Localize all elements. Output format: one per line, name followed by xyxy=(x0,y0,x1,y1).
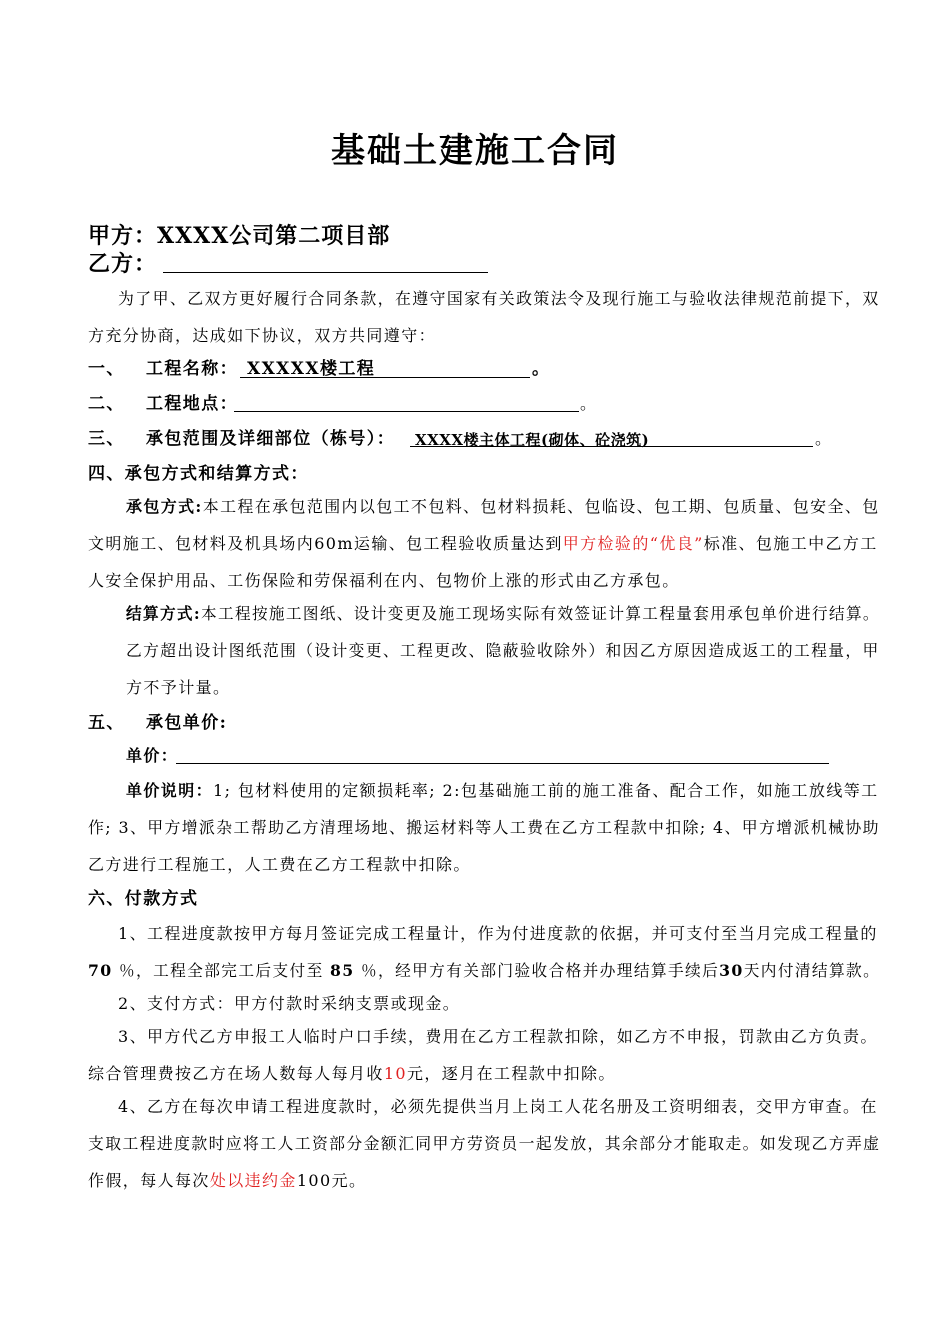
settlement-line-1 xyxy=(126,603,880,625)
party-b-blank xyxy=(163,272,488,273)
contract-method-line-3: 人安全保护用品、工伤保险和劳保福利在内、包物价上涨的形式由乙方承包。 xyxy=(88,571,680,590)
party-a xyxy=(88,222,390,250)
progress-percent: 70 xyxy=(88,961,113,980)
section-2-label: 工程地点： xyxy=(146,394,238,414)
section-3-number: 三、 xyxy=(88,429,125,449)
unit-price-blank xyxy=(176,763,829,764)
unit-price-label: 单价： xyxy=(126,746,179,765)
price-note-line-3: 乙方进行工程施工，人工费在乙方工程款中扣除。 xyxy=(88,855,471,874)
section-1-label: 工程名称： xyxy=(146,359,238,379)
payment-4-line-2: 支取工程进度款时应将工人工资部分金额汇同甲方劳资员一起发放，其余部分才能取走。如发现乙方弄虚 xyxy=(88,1134,881,1153)
payment-4-line-3 xyxy=(88,1170,366,1192)
party-a-label: 甲方： xyxy=(88,223,158,249)
payment-3-line-1: 3、甲方代乙方申报工人临时户口手续，费用在乙方工程款扣除，如乙方不申报，罚款由乙方负责。 xyxy=(118,1027,878,1046)
party-b-label: 乙方： xyxy=(88,251,158,277)
contract-method-text-1: 本工程在承包范围内以包工不包料、包材料损耗、包临设、包工期、包质量、包安全、包 xyxy=(202,497,880,516)
payment-1-text-a: ％，工程全部完工后支付至 xyxy=(118,961,324,980)
settlement-label: 结算方式: xyxy=(126,604,202,623)
section-5-number: 五、 xyxy=(88,713,125,733)
section-2-period: 。 xyxy=(580,394,598,413)
payment-1-line-1: 1、工程进度款按甲方每月签证完成工程量计，作为付进度款的依据，并可支付至当月完成工程量的 xyxy=(118,924,878,943)
payment-2: 2、支付方式：甲方付款时采纳支票或现金。 xyxy=(118,994,461,1013)
payment-3-text-b: 元，逐月在工程款中扣除。 xyxy=(406,1064,616,1083)
contract-method-line-1 xyxy=(126,496,880,518)
payment-1-text-c: 天内付清结算款。 xyxy=(743,961,881,980)
settlement-line-2: 乙方超出设计图纸范围（设计变更、工程更改、隐蔽验收除外）和因乙方原因造成返工的工程量，甲 xyxy=(126,641,880,660)
section-6-heading: 六、付款方式 xyxy=(88,889,199,909)
party-a-value: XXXX公司第二项目部 xyxy=(157,223,391,249)
settlement-text-1: 本工程按施工图纸、设计变更及施工现场实际有效签证计算工程量套用承包单价进行结算。 xyxy=(201,604,880,623)
payment-1-text-b: ％，经甲方有关部门验收合格并办理结算手续后 xyxy=(360,961,720,980)
section-2-number: 二、 xyxy=(88,394,125,414)
price-note-line-2: 作; 3、甲方增派杂工帮助乙方清理场地、搬运材料等人工费在乙方工程款中扣除; 4、甲方增派机械协助 xyxy=(88,818,880,837)
intro-line-1: 为了甲、乙双方更好履行合同条款，在遵守国家有关政策法令及现行施工与验收法律规范前提下，双 xyxy=(118,289,880,308)
project-name-underline xyxy=(240,377,530,378)
payment-4-text-b: 100元。 xyxy=(296,1171,367,1190)
contract-method-text-2a: 文明施工、包材料及机具场内60m运输、包工程验收质量达到 xyxy=(88,534,563,553)
project-location-blank xyxy=(234,411,579,412)
contract-method-text-2b: 标准、包施工中乙方工 xyxy=(703,534,878,553)
section-3-label: 承包范围及详细部位（栋号）： xyxy=(146,429,396,449)
section-1-period: 。 xyxy=(532,359,551,379)
section-5-label: 承包单价: xyxy=(146,713,228,733)
payment-4-text-a: 作假，每人每次 xyxy=(88,1171,210,1190)
management-fee-amount: 10 xyxy=(383,1064,407,1083)
section-1-number: 一、 xyxy=(88,359,125,379)
payment-4-line-1: 4、乙方在每次申请工程进度款时，必须先提供当月上岗工人花名册及工资明细表，交甲方审查。在 xyxy=(118,1097,878,1116)
project-name-value: XXXXX楼工程 xyxy=(247,359,376,379)
payment-3-line-2 xyxy=(88,1063,616,1085)
quality-standard-highlight: 甲方检验的“优良” xyxy=(562,534,704,553)
contract-method-label: 承包方式: xyxy=(126,497,203,516)
scope-underline xyxy=(410,446,813,447)
section-4-heading: 四、承包方式和结算方式： xyxy=(88,464,309,484)
page-title: 基础土建施工合同 xyxy=(331,131,619,171)
price-note-label: 单价说明： xyxy=(126,781,214,800)
scope-value: XXXX楼主体工程(砌体、砼浇筑) xyxy=(415,431,650,449)
price-note-text-1: 1; 包材料使用的定额损耗率; 2:包基础施工前的施工准备、配合工作，如施工放线等工 xyxy=(213,781,879,800)
penalty-highlight: 处以违约金 xyxy=(209,1171,297,1190)
payment-1-line-2 xyxy=(88,960,880,982)
settlement-line-3: 方不予计量。 xyxy=(126,678,231,697)
price-note-line-1 xyxy=(126,780,879,802)
payment-3-text-a: 综合管理费按乙方在场人数每人每月收 xyxy=(88,1064,384,1083)
intro-line-2: 方充分协商，达成如下协议，双方共同遵守： xyxy=(88,326,437,345)
settlement-days: 30 xyxy=(719,961,744,980)
section-3-period: 。 xyxy=(815,429,833,448)
completion-percent: 85 xyxy=(330,961,355,980)
contract-method-line-2 xyxy=(88,533,878,555)
